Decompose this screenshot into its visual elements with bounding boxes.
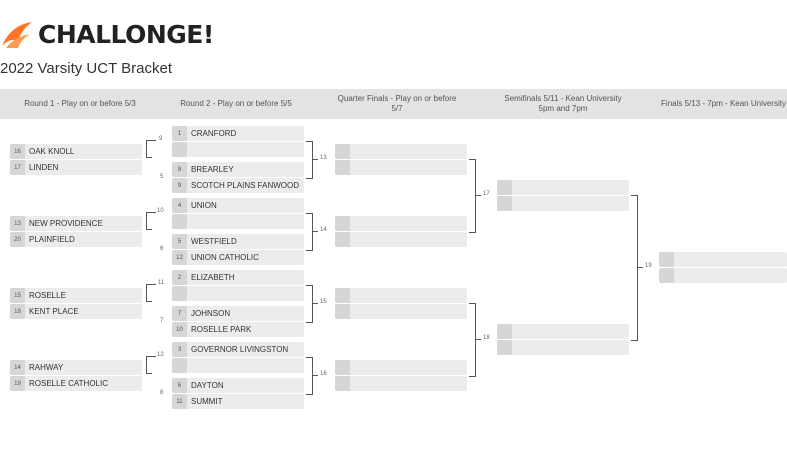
round-label: Round 2 - Play on or before 5/5: [180, 99, 292, 108]
connector: [313, 159, 318, 160]
connector: [313, 375, 318, 376]
seed: [172, 142, 187, 157]
participant-slot[interactable]: [172, 378, 304, 393]
round-label: Semifinals 5/11 - Kean University 5pm and 7pm: [504, 94, 622, 113]
seed: 18: [10, 304, 25, 319]
seed: 2: [172, 270, 187, 285]
team-name: ROSELLE PARK: [191, 325, 252, 334]
seed: [335, 144, 350, 159]
match-number: 17: [483, 191, 490, 197]
team-name: OAK KNOLL: [29, 147, 75, 156]
participant-slot[interactable]: [172, 394, 304, 409]
participant-slot[interactable]: [10, 304, 142, 319]
match-number: 10: [157, 208, 164, 214]
seed: [335, 376, 350, 391]
participant-slot[interactable]: [172, 322, 304, 337]
tournament-title: 2022 Varsity UCT Bracket: [0, 60, 173, 77]
seed: 5: [172, 234, 187, 249]
seed: 9: [172, 178, 187, 193]
round-label: Quarter Finals - Play on or before 5/7: [337, 94, 457, 113]
round-header-3: [337, 89, 457, 119]
seed: 16: [10, 144, 25, 159]
seed: [497, 340, 512, 355]
participant-slot[interactable]: [659, 252, 787, 267]
team-name: NEW PROVIDENCE: [29, 219, 103, 228]
connector: [151, 140, 156, 141]
round-label: Finals 5/13 - 7pm - Kean University: [661, 99, 786, 108]
participant-slot[interactable]: [10, 216, 142, 231]
seed: [335, 232, 350, 247]
participant-slot[interactable]: [172, 142, 304, 157]
participant-slot[interactable]: [10, 376, 142, 391]
match-number: 16: [320, 371, 327, 377]
participant-slot[interactable]: [172, 306, 304, 321]
connector: [631, 195, 638, 341]
seed: [497, 324, 512, 339]
participant-slot[interactable]: [335, 232, 467, 247]
connector: [469, 159, 476, 233]
participant-slot[interactable]: [172, 178, 304, 193]
connector: [313, 231, 318, 232]
team-name: ROSELLE: [29, 291, 66, 300]
participant-slot[interactable]: [172, 342, 304, 357]
connector: [151, 284, 156, 285]
connector: [306, 357, 313, 395]
seed: [659, 268, 674, 283]
round-label: Round 1 - Play on or before 5/3: [24, 99, 136, 108]
round-header-2: [171, 89, 301, 119]
match-number: 12: [157, 352, 164, 358]
seed: 4: [172, 198, 187, 213]
connector: [306, 141, 313, 179]
round-header-5: [660, 89, 787, 119]
seed: 13: [10, 216, 25, 231]
seed: [172, 358, 187, 373]
seed: [172, 214, 187, 229]
match-number: 9: [159, 136, 163, 142]
seed: 10: [172, 322, 187, 337]
participant-slot[interactable]: [335, 376, 467, 391]
match-number: 15: [320, 299, 327, 305]
participant-slot[interactable]: [172, 214, 304, 229]
participant-slot[interactable]: [659, 268, 787, 283]
connector: [306, 213, 313, 251]
match-number: 11: [158, 280, 165, 286]
team-name: ELIZABETH: [191, 273, 235, 282]
match-number: 5: [160, 174, 164, 180]
team-name: SUMMIT: [191, 397, 223, 406]
participant-slot[interactable]: [497, 324, 629, 339]
connector: [146, 212, 152, 230]
connector: [476, 339, 481, 340]
team-name: WESTFIELD: [191, 237, 237, 246]
connector: [146, 140, 152, 158]
participant-slot[interactable]: [10, 160, 142, 175]
round-header-1: [10, 89, 150, 119]
match-number: 8: [160, 390, 164, 396]
participant-slot[interactable]: [335, 216, 467, 231]
seed: 8: [172, 162, 187, 177]
participant-slot[interactable]: [10, 288, 142, 303]
connector: [469, 303, 476, 377]
seed: 7: [172, 306, 187, 321]
team-name: LINDEN: [29, 163, 59, 172]
seed: [172, 286, 187, 301]
connector: [146, 284, 152, 302]
seed: [335, 288, 350, 303]
connector: [476, 195, 481, 196]
participant-slot[interactable]: [335, 160, 467, 175]
participant-slot[interactable]: [172, 198, 304, 213]
match-number: 7: [160, 318, 164, 324]
participant-slot[interactable]: [10, 232, 142, 247]
participant-slot[interactable]: [497, 196, 629, 211]
seed: [335, 216, 350, 231]
challonge-flame-icon: [0, 20, 36, 50]
participant-slot[interactable]: [497, 340, 629, 355]
seed: 17: [10, 160, 25, 175]
seed: 12: [172, 250, 187, 265]
round-header-4: [498, 89, 628, 119]
participant-slot[interactable]: [10, 144, 142, 159]
team-name: KENT PLACE: [29, 307, 79, 316]
seed: [335, 360, 350, 375]
participant-slot[interactable]: [172, 270, 304, 285]
team-name: GOVERNOR LIVINGSTON: [191, 345, 289, 354]
participant-slot[interactable]: [172, 250, 304, 265]
seed: 19: [10, 376, 25, 391]
connector: [313, 303, 318, 304]
connector: [638, 267, 643, 268]
connector: [151, 356, 156, 357]
connector: [306, 285, 313, 323]
team-name: PLAINFIELD: [29, 235, 75, 244]
team-name: BREARLEY: [191, 165, 234, 174]
seed: 3: [172, 342, 187, 357]
match-number: 14: [320, 227, 327, 233]
participant-slot[interactable]: [172, 286, 304, 301]
match-number: 19: [645, 263, 652, 269]
seed: [335, 160, 350, 175]
match-number: 18: [483, 335, 490, 341]
participant-slot[interactable]: [335, 144, 467, 159]
participant-slot[interactable]: [172, 162, 304, 177]
brand-name: CHALLONGE!: [38, 20, 214, 49]
participant-slot[interactable]: [172, 126, 304, 141]
connector: [151, 212, 156, 213]
team-name: RAHWAY: [29, 363, 64, 372]
team-name: UNION CATHOLIC: [191, 253, 259, 262]
match-number: 6: [160, 246, 164, 252]
seed: [335, 304, 350, 319]
participant-slot[interactable]: [10, 360, 142, 375]
seed: 6: [172, 378, 187, 393]
team-name: CRANFORD: [191, 129, 237, 138]
seed: 20: [10, 232, 25, 247]
participant-slot[interactable]: [335, 360, 467, 375]
participant-slot[interactable]: [497, 180, 629, 195]
participant-slot[interactable]: [172, 234, 304, 249]
team-name: ROSELLE CATHOLIC: [29, 379, 108, 388]
match-number: 13: [320, 155, 327, 161]
seed: [659, 252, 674, 267]
seed: 1: [172, 126, 187, 141]
participant-slot[interactable]: [335, 304, 467, 319]
team-name: DAYTON: [191, 381, 224, 390]
team-name: JOHNSON: [191, 309, 231, 318]
connector: [146, 356, 152, 374]
team-name: SCOTCH PLAINS FANWOOD: [191, 181, 300, 190]
team-name: UNION: [191, 201, 217, 210]
participant-slot[interactable]: [172, 358, 304, 373]
seed: [497, 196, 512, 211]
seed: 14: [10, 360, 25, 375]
seed: 11: [172, 394, 187, 409]
seed: [497, 180, 512, 195]
participant-slot[interactable]: [335, 288, 467, 303]
seed: 15: [10, 288, 25, 303]
